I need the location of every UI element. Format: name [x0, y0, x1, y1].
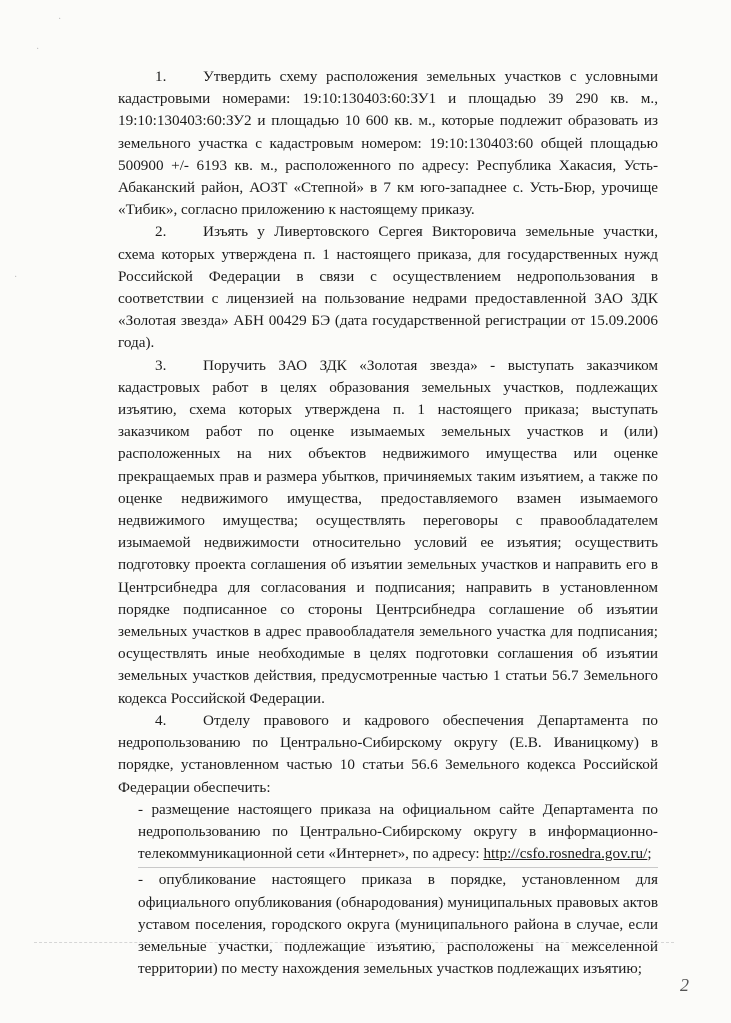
clause-1	[118, 66, 658, 221]
scan-speck: ·	[36, 44, 40, 55]
page-number: 2	[680, 975, 689, 995]
clause-number: 4.	[155, 711, 167, 729]
sublist-item-official-publication	[138, 867, 658, 980]
clause-2	[118, 221, 658, 354]
sublist-item-text: - размещение настоящего приказа на официальном сайте Департамента по недропользованию по Центрально-Сибирскому округу в информационно-телекоммуникационной сети «Интернет», по адресу:	[138, 800, 658, 863]
clause-4-sublist	[118, 799, 658, 981]
document-body	[118, 66, 658, 982]
website-link[interactable]: http://csfo.rosnedra.gov.ru/	[483, 845, 648, 863]
clause-number: 2.	[155, 223, 167, 241]
sublist-item-publish-website	[138, 799, 658, 866]
clause-text: Отделу правового и кадрового обеспечения Департамента по недропользованию по Центрально-Сибирскому округу (Е.В. Иваницкому) в порядке, установленном частью 10 статьи 56.6 Земельного кодекса Российской Федерации обеспечить:	[118, 711, 658, 796]
clause-3	[118, 355, 658, 710]
clause-text: Поручить ЗАО ЗДК «Золотая звезда» - выступать заказчиком кадастровых работ в целях образования земельных участков, подлежащих изъятию, схема которых утверждена п. 1 настоящего приказа; выступать заказчиком работ по оценке изымаемых земельных участков и (или) расположенных на них объектов недвижимого имущества или оценке прекращаемых прав и размера убытков, причиняемых таким изъятием, а также по оценке недвижимого имущества, предоставляемого взамен изымаемого недвижимого имущества; осуществлять переговоры с правообладателем изымаемой недвижимости относительно условий ее изъятия; осуществить подготовку проекта соглашения об изъятии земельных участков и направить его в Центрсибнедра для согласования и подписания; направить в установленном порядке подписанное со стороны Центрсибнедра соглашение об изъятии земельных участков в адрес правообладателя земельного участка для подписания; осуществлять иные необходимые в целях подготовки соглашения об изъятии земельных участков действия, предусмотренные частью 1 статьи 56.7 Земельного кодекса Российской Федерации.	[118, 356, 658, 707]
clause-text: Утвердить схему расположения земельных участков с условными кадастровыми номерами: 19:10:130403:60:ЗУ1 и площадью 39 290 кв. м., 19:10:130403:60:ЗУ2 и площадью 10 600 кв. м., которые подлежит образовать из земельного участка с кадастровым номером: 19:10:130403:60 общей площадью 500900 +/- 6193 кв. м., расположенного по адресу: Республика Хакасия, Усть-Абаканский район, АОЗТ «Степной» в 7 км юго-западнее с. Усть-Бюр, урочище «Тибик», согласно приложению к настоящему приказу.	[118, 68, 658, 219]
clause-number: 1.	[155, 68, 167, 85]
scan-speck: ·	[14, 272, 18, 283]
clause-4	[118, 710, 658, 799]
scan-noise-line	[34, 942, 674, 943]
scan-speck: ·	[58, 14, 62, 25]
clause-text: Изъять у Ливертовского Сергея Викторовича земельные участки, схема которых утверждена п. 1 настоящего приказа, для государственных нужд Российской Федерации в связи с осуществлением недропользования в соответствии с лицензией на пользование недрами предоставленной ЗАО ЗДК «Золотая звезда» АБН 00429 БЭ (дата государственной регистрации от 15.09.2006 года).	[118, 223, 658, 352]
clause-number: 3.	[155, 356, 167, 374]
sublist-item-text: - опубликование настоящего приказа в порядке, установленном для официального опубликования (обнародования) муниципальных правовых актов уставом поселения, городского округа (муниципального района в случае, если земельные участки, подлежащие изъятию, расположены на межселенной территории) по месту нахождения земельных участков подлежащих изъятию;	[138, 871, 658, 978]
sublist-item-suffix: ;	[647, 845, 652, 863]
